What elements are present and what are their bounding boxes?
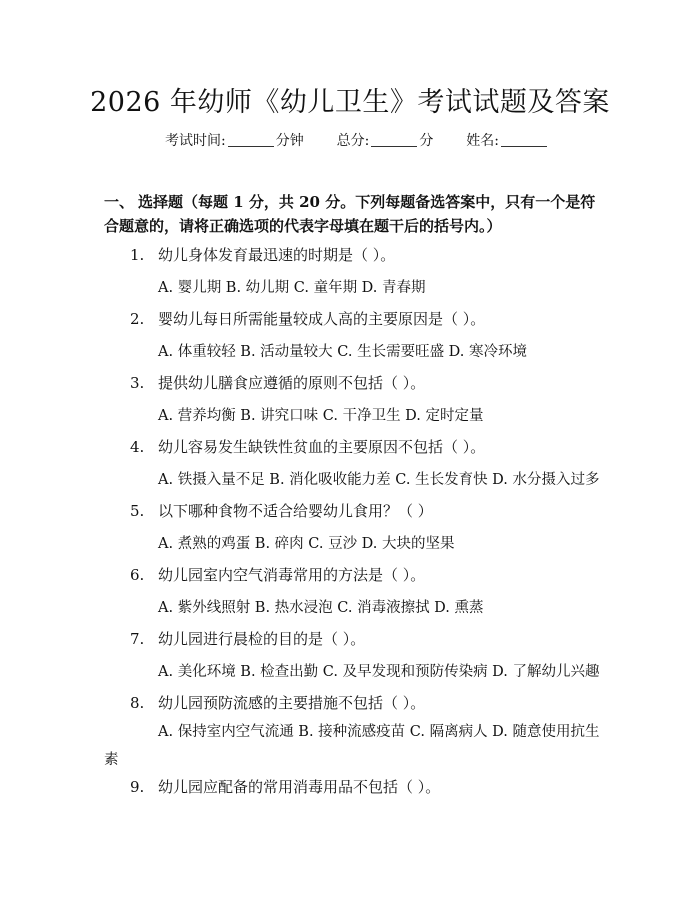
exam-meta-line — [165, 130, 549, 150]
score-blank — [371, 132, 417, 147]
question-2 — [130, 308, 485, 329]
question-1-options: A. 婴儿期 B. 幼儿期 C. 童年期 D. 青春期 — [158, 280, 426, 296]
question-2-options: A. 体重较轻 B. 活动量较大 C. 生长需要旺盛 D. 寒冷环境 — [158, 344, 528, 360]
question-4 — [130, 436, 485, 457]
time-blank — [228, 132, 274, 147]
question-number: 7. — [130, 630, 145, 648]
question-text: 幼儿身体发育最迅速的时期是（ ）。 — [158, 246, 396, 264]
question-text: 以下哪种食物不适合给婴幼儿食用？（ ） — [158, 502, 433, 520]
question-1 — [130, 244, 395, 265]
question-7-options: A. 美化环境 B. 检查出勤 C. 及早发现和预防传染病 D. 了解幼儿兴趣 — [158, 664, 600, 680]
question-5 — [130, 500, 433, 521]
section-number: 一、 — [104, 193, 135, 211]
question-text: 提供幼儿膳食应遵循的原则不包括（ ）。 — [158, 374, 426, 392]
question-text: 幼儿园预防流感的主要措施不包括（ ）。 — [158, 694, 426, 712]
question-6 — [130, 564, 425, 585]
question-text: 幼儿园应配备的常用消毒用品不包括（ ）。 — [158, 778, 441, 796]
time-unit: 分钟 — [275, 133, 304, 149]
section-instructions: 选择题（每题 1 分，共 20 分。下列每题备选答案中，只有一个是符合题意的，请将正确选项的代表字母填在题干后的括号内。） — [104, 193, 596, 235]
score-label: 总分: — [336, 133, 370, 149]
section-heading — [104, 190, 600, 238]
question-number: 4. — [130, 438, 145, 456]
question-text: 幼儿园进行晨检的目的是（ ）。 — [158, 630, 366, 648]
question-3 — [130, 372, 425, 393]
question-number: 2. — [130, 310, 145, 328]
question-number: 6. — [130, 566, 145, 584]
question-text: 婴幼儿每日所需能量较成人高的主要原因是（ ）。 — [158, 310, 486, 328]
time-label: 考试时间: — [165, 133, 226, 149]
question-number: 9. — [130, 778, 145, 796]
question-text: 幼儿容易发生缺铁性贫血的主要原因不包括（ ）。 — [158, 438, 486, 456]
exam-title: 2026 年幼师《幼儿卫生》考试试题及答案 — [90, 87, 610, 118]
question-6-options: A. 紫外线照射 B. 热水浸泡 C. 消毒液擦拭 D. 熏蒸 — [158, 600, 484, 616]
question-4-options: A. 铁摄入量不足 B. 消化吸收能力差 C. 生长发育快 D. 水分摄入过多 — [158, 472, 600, 488]
question-number: 8. — [130, 694, 145, 712]
question-5-options: A. 煮熟的鸡蛋 B. 碎肉 C. 豆沙 D. 大块的坚果 — [158, 536, 455, 552]
question-number: 3. — [130, 374, 145, 392]
question-7 — [130, 628, 365, 649]
score-unit: 分 — [419, 133, 434, 149]
question-8-options: A. 保持室内空气流通 B. 接种流感疫苗 C. 隔离病人 D. 随意使用抗生素 — [104, 724, 600, 768]
question-9 — [130, 776, 440, 797]
name-blank — [501, 132, 547, 147]
question-8 — [130, 692, 425, 713]
question-number: 5. — [130, 502, 145, 520]
question-text: 幼儿园室内空气消毒常用的方法是（ ）。 — [158, 566, 426, 584]
question-3-options: A. 营养均衡 B. 讲究口味 C. 干净卫生 D. 定时定量 — [158, 408, 484, 424]
question-number: 1. — [130, 246, 145, 264]
name-label: 姓名: — [466, 133, 499, 149]
